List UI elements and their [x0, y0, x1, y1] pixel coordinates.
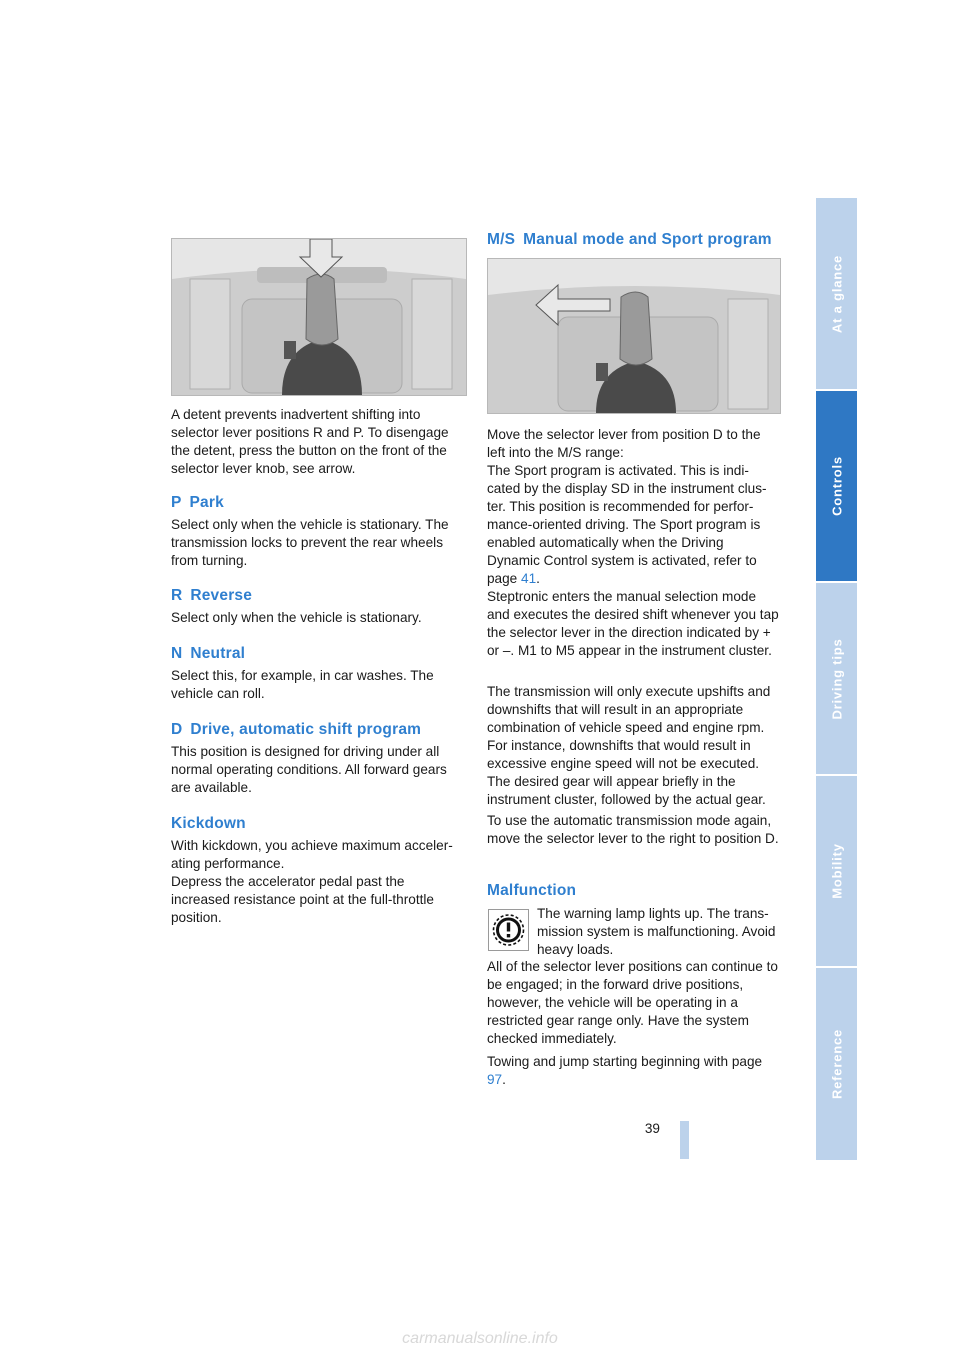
reverse-heading: R Reverse [171, 587, 253, 604]
ms-paragraph-2-text: The Sport program is activated. This is indi-cated by the display SD in the instrument clus-ter. This position is recommended for perfor-mance-oriented driving. The Sport program is enabled automatically when the Driving Dynamic Control system is activated, refer to page [487, 463, 767, 586]
watermark: carmanualsonline.info [402, 1330, 558, 1347]
ms-paragraph-4: The transmission will only execute upshifts and downshifts that will result in an appropriate combination of vehicle speed and engine rpm. For instance, downshifts that would result in excessive engine speed will not be executed. The desired gear will appear briefly in the instrument cluster, followed by the actual gear. [487, 684, 771, 807]
selector-lever-illustration [172, 239, 466, 395]
tab-at-a-glance[interactable] [816, 198, 857, 390]
malfunction-paragraph-3: Towing and jump starting beginning with page 97. [487, 1054, 763, 1087]
reverse-text: Select only when the vehicle is stationary. [171, 610, 422, 625]
tab-at-a-glance-label: At a glance [829, 254, 844, 334]
ms-paragraph-3: Steptronic enters the manual selection mode and executes the desired shift whenever you tap the selector lever in the direction indicated by + or –. M1 to M5 appear in the instrument cluster. [487, 589, 779, 658]
tab-controls[interactable] [816, 391, 857, 581]
tab-reference[interactable] [816, 968, 857, 1160]
ms-paragraph-1: Move the selector lever from position D to the left into the M/S range: [487, 427, 761, 460]
transmission-warning-icon [488, 909, 529, 951]
ms-selector-figure [487, 258, 781, 414]
neutral-text: Select this, for example, in car washes. The vehicle can roll. [171, 668, 434, 701]
ms-paragraph-2: The Sport program is activated. This is indi-cated by the display SD in the instrument clus-ter. This position is recommended for perfor-mance-oriented driving. The Sport program is enabled automatically when the Driving Dynamic Control system is activated, refer to page 41. [487, 463, 767, 586]
tab-driving-tips[interactable] [816, 583, 857, 774]
neutral-heading: N Neutral [171, 645, 246, 662]
ms-paragraph-5: To use the automatic transmission mode again, move the selector lever to the right to position D. [487, 813, 779, 846]
page-number-bar [680, 1121, 689, 1159]
tab-driving-tips-label: Driving tips [829, 637, 844, 720]
kickdown-text-2: Depress the accelerator pedal past the increased resistance point at the full-throttle position. [171, 874, 434, 925]
intro-paragraph: A detent prevents inadvertent shifting into selector lever positions R and P. To disengage the detent, press the button on the front of the selector lever knob, see arrow. [171, 407, 449, 476]
tab-reference-label: Reference [829, 1028, 844, 1100]
tab-mobility-label: Mobility [829, 843, 844, 899]
park-text: Select only when the vehicle is stationary. The transmission locks to prevent the rear wheels from turning. [171, 517, 449, 568]
malfunction-paragraph-3-text: Towing and jump starting beginning with page [487, 1054, 763, 1069]
selector-lever-detent-figure [171, 238, 467, 396]
page-41-link[interactable]: 41 [521, 571, 537, 586]
tab-mobility[interactable] [816, 776, 857, 966]
drive-heading: D Drive, automatic shift program [171, 721, 422, 738]
ms-selector-illustration [488, 259, 780, 413]
page-97-link[interactable]: 97 [487, 1072, 503, 1087]
ms-heading: M/S Manual mode and Sport program [487, 231, 772, 248]
drive-text: This position is designed for driving under all normal operating conditions. All forward gears are available. [171, 744, 447, 795]
kickdown-heading: Kickdown [171, 815, 246, 832]
malfunction-paragraph-2: All of the selector lever positions can continue to be engaged; in the forward drive positions, however, the vehicle will be operating in a restricted gear range only. Have the system checked immediately. [487, 959, 778, 1046]
malfunction-heading: Malfunction [487, 882, 577, 899]
page-number: 39 [644, 1121, 660, 1136]
kickdown-text-1: With kickdown, you achieve maximum acceler-ating performance. [171, 838, 453, 871]
park-heading: P Park [171, 494, 224, 511]
tab-controls-label: Controls [829, 456, 844, 516]
malfunction-paragraph-1: The warning lamp lights up. The trans-mission system is malfunctioning. Avoid heavy loads. [537, 906, 776, 957]
